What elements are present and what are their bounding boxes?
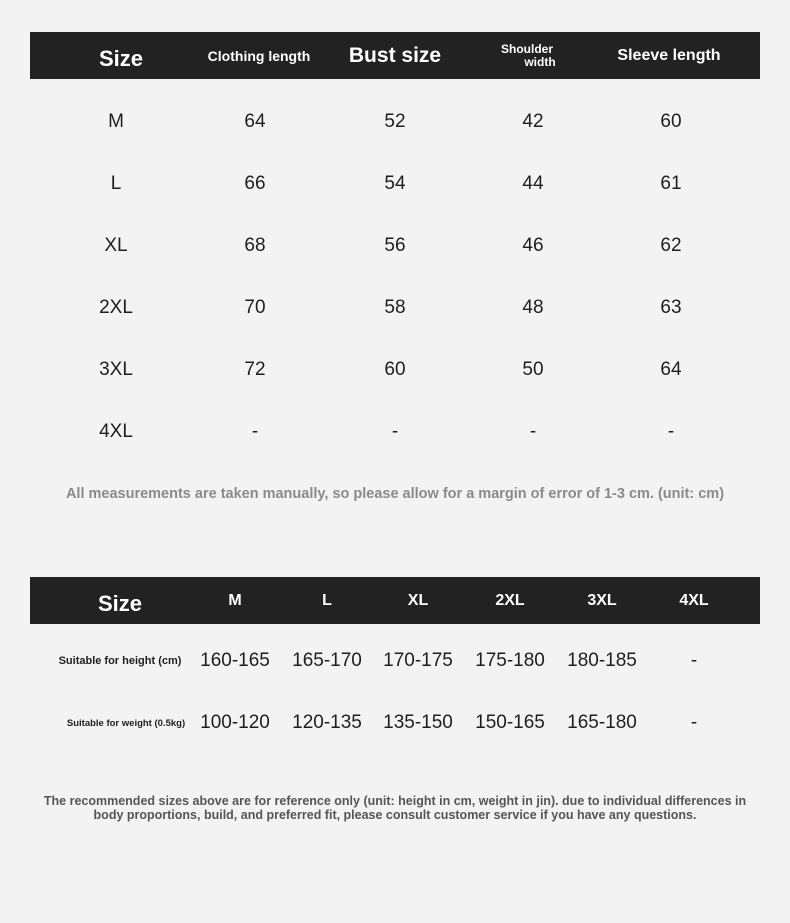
cell-weight-xl: 135-150 [383, 712, 453, 733]
header-size-2xl: 2XL [495, 591, 525, 609]
cell-shoulder-width: 42 [522, 111, 544, 132]
header-size: Size [98, 45, 144, 71]
cell-height-xl: 170-175 [383, 650, 453, 671]
cell-weight-l: 120-135 [292, 712, 362, 733]
table-row [30, 412, 760, 452]
cell-clothing-length: 66 [244, 173, 266, 194]
recommend-table-header [30, 577, 760, 624]
cell-shoulder-width: 48 [522, 297, 544, 318]
cell-clothing-length: - [251, 421, 259, 442]
recommendation-note-line1: The recommended sizes above are for reference only (unit: height in cm, weight in jin). due to individual differences in [43, 794, 747, 808]
cell-weight-4xl: - [690, 712, 698, 733]
header-size: Size [97, 590, 143, 616]
header-size-3xl: 3XL [587, 591, 617, 609]
table-row [30, 641, 760, 681]
cell-size: XL [104, 235, 128, 256]
cell-bust-size: 54 [384, 173, 406, 194]
table-row [30, 703, 760, 743]
cell-weight-m: 100-120 [200, 712, 270, 733]
cell-size: 4XL [99, 421, 133, 442]
measure-table-header [30, 32, 760, 79]
header-sleeve-length: Sleeve length [617, 46, 721, 64]
cell-sleeve-length: 61 [660, 173, 682, 194]
measurement-note: All measurements are taken manually, so please allow for a margin of error of 1-3 cm. (unit: cm) [65, 486, 725, 502]
table-row [30, 102, 760, 142]
cell-shoulder-width: 50 [522, 359, 544, 380]
cell-sleeve-length: - [667, 421, 675, 442]
cell-height-3xl: 180-185 [567, 650, 637, 671]
recommendation-note [10, 794, 780, 822]
header-shoulder-line1: Shoulder [500, 41, 553, 56]
header-size-4xl: 4XL [679, 591, 709, 609]
header-size-m: M [228, 591, 242, 609]
cell-weight-3xl: 165-180 [567, 712, 637, 733]
cell-clothing-length: 68 [244, 235, 266, 256]
cell-sleeve-length: 64 [660, 359, 682, 380]
cell-weight-2xl: 150-165 [475, 712, 545, 733]
cell-bust-size: 52 [384, 111, 406, 132]
cell-size: 3XL [99, 359, 133, 380]
header-shoulder-line2: width [524, 54, 556, 69]
row-label-height: Suitable for height (cm) [58, 655, 182, 667]
header-clothing-length: Clothing length [207, 47, 311, 64]
header-size-l: L [322, 591, 332, 609]
recommendation-note-line2: body proportions, build, and preferred fit, please consult customer service if you have any questions. [93, 808, 697, 822]
cell-size: 2XL [99, 297, 133, 318]
header-size-xl: XL [407, 591, 429, 609]
table-row [30, 164, 760, 204]
cell-bust-size: 56 [384, 235, 406, 256]
cell-bust-size: 58 [384, 297, 406, 318]
cell-height-m: 160-165 [200, 650, 270, 671]
table-row [30, 226, 760, 266]
cell-sleeve-length: 63 [660, 297, 682, 318]
cell-size: M [108, 111, 124, 132]
cell-height-4xl: - [690, 650, 698, 671]
cell-sleeve-length: 60 [660, 111, 682, 132]
cell-clothing-length: 72 [244, 359, 266, 380]
cell-bust-size: - [391, 421, 399, 442]
cell-shoulder-width: 46 [522, 235, 544, 256]
cell-height-l: 165-170 [292, 650, 362, 671]
header-shoulder-width [478, 32, 588, 79]
cell-bust-size: 60 [384, 359, 406, 380]
cell-size: L [110, 173, 122, 194]
table-row [30, 350, 760, 390]
cell-shoulder-width: - [529, 421, 537, 442]
cell-clothing-length: 70 [244, 297, 266, 318]
row-label-weight: Suitable for weight (0.5kg) [66, 717, 186, 729]
cell-clothing-length: 64 [244, 111, 266, 132]
header-bust-size: Bust size [348, 43, 442, 67]
cell-height-2xl: 175-180 [475, 650, 545, 671]
table-row [30, 288, 760, 328]
cell-sleeve-length: 62 [660, 235, 682, 256]
cell-shoulder-width: 44 [522, 173, 544, 194]
